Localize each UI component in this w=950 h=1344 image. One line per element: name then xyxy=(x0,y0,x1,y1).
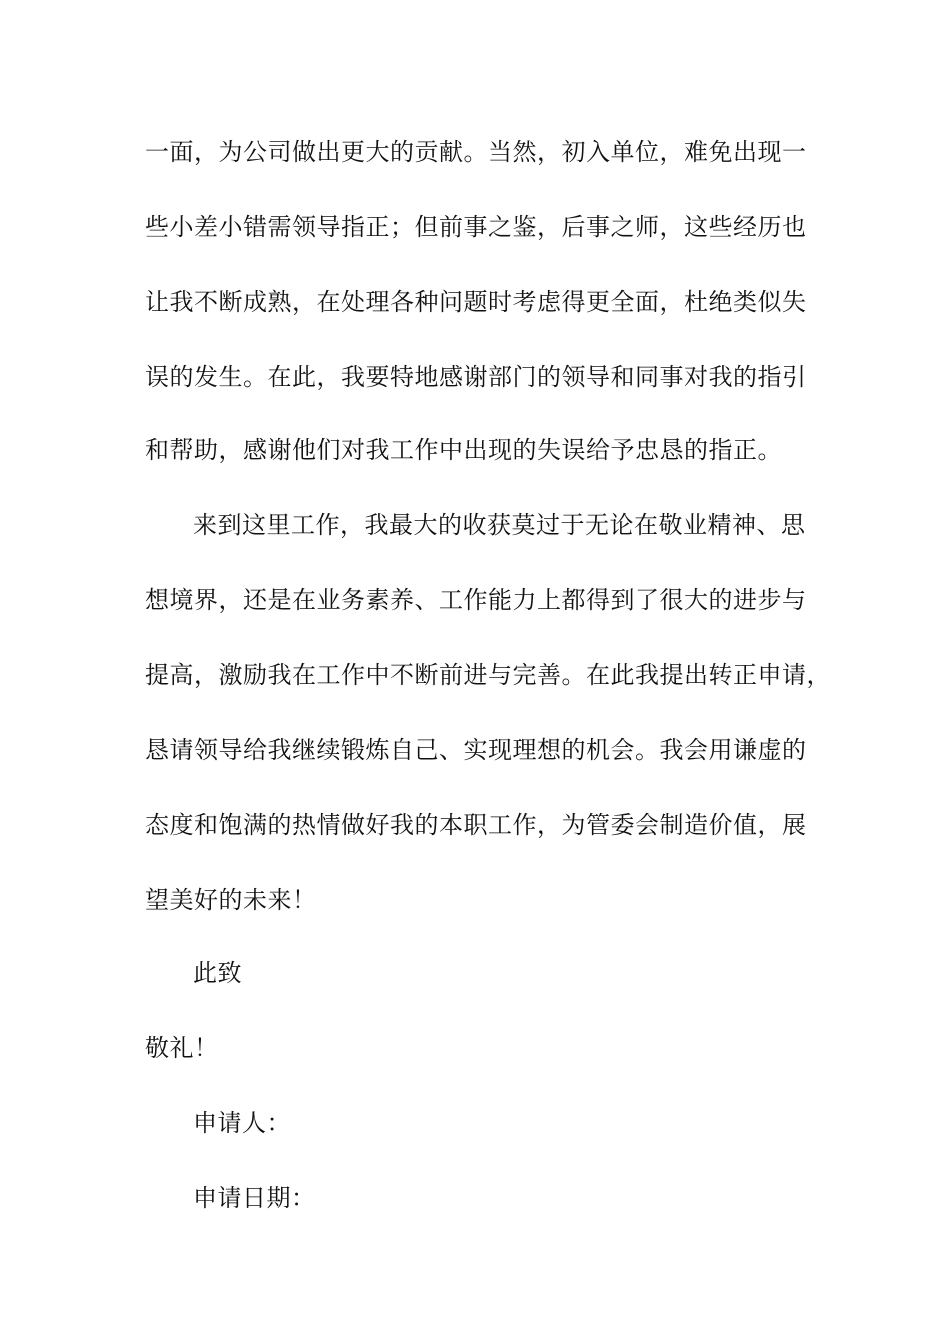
applicant-label: 申请人： xyxy=(193,1109,291,1137)
body-line-5: 和帮助，感谢他们对我工作中出现的失误给予忠恳的指正。 xyxy=(145,436,782,464)
body-line-10: 态度和饱满的热情做好我的本职工作，为管委会制造价值，展 xyxy=(145,811,807,839)
body-line-9: 恳请领导给我继续锻炼自己、实现理想的机会。我会用谦虚的 xyxy=(145,736,807,764)
body-line-7: 想境界，还是在业务素养、工作能力上都得到了很大的进步与 xyxy=(145,586,807,614)
closing-respect: 敬礼！ xyxy=(145,1034,219,1062)
body-line-11: 望美好的未来！ xyxy=(145,886,317,914)
body-line-4: 误的发生。在此，我要特地感谢部门的领导和同事对我的指引 xyxy=(145,363,807,391)
body-line-1: 一面，为公司做出更大的贡献。当然，初入单位，难免出现一 xyxy=(145,138,807,166)
body-line-3: 让我不断成熟，在处理各种问题时考虑得更全面，杜绝类似失 xyxy=(145,288,807,316)
body-line-6: 来到这里工作，我最大的收获莫过于无论在敬业精神、思 xyxy=(193,511,806,539)
application-date-label: 申请日期： xyxy=(193,1184,316,1212)
body-line-2: 些小差小错需领导指正；但前事之鉴，后事之师，这些经历也 xyxy=(145,213,807,241)
closing-salutation: 此致 xyxy=(193,959,242,987)
body-line-8: 提高，激励我在工作中不断前进与完善。在此我提出转正申请， xyxy=(145,661,831,689)
